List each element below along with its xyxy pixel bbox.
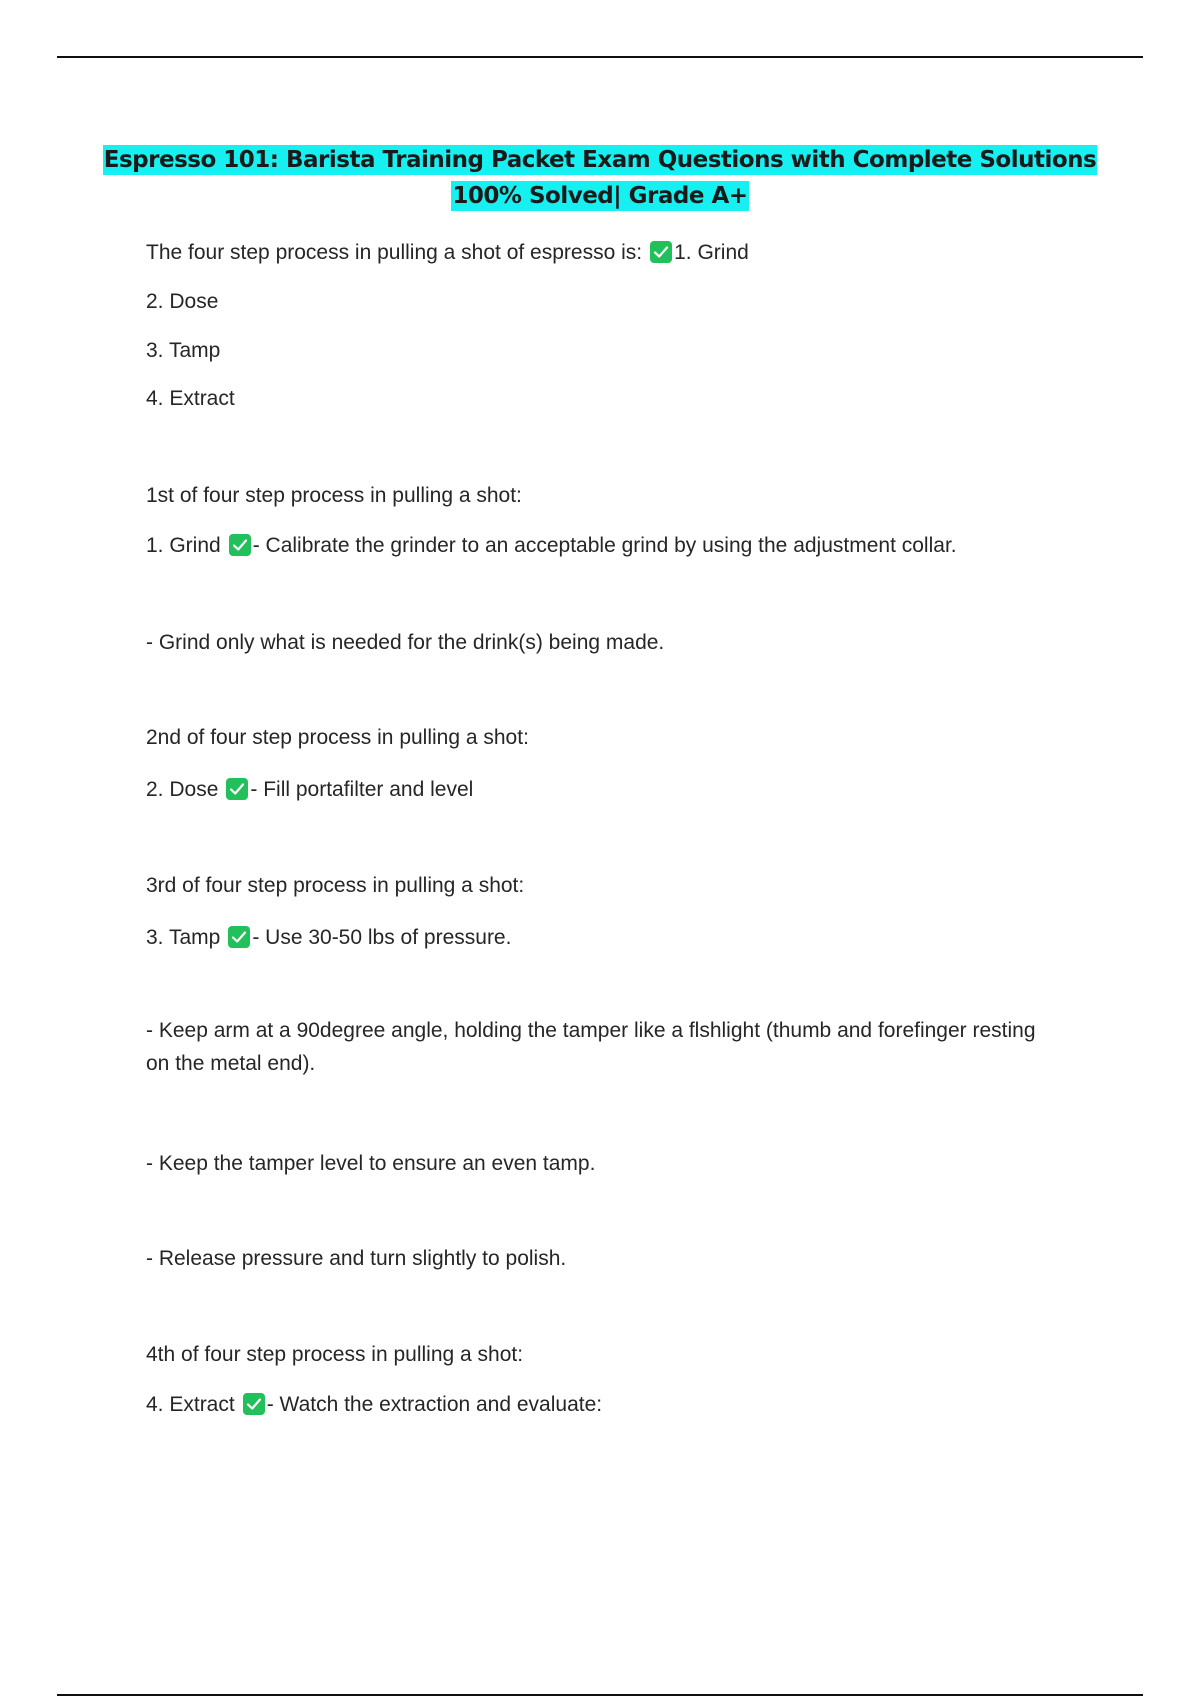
answer-2: [146, 533, 957, 559]
document-title-line2: 100% Solved| Grade A+: [452, 183, 748, 209]
answer-term: 4. Extract: [146, 1393, 235, 1416]
check-mark-icon: [228, 926, 250, 948]
document-title: Espresso 101: Barista Training Packet Exam Questions with Complete Solutions: [103, 147, 1097, 173]
answer-detail: - Keep the tamper level to ensure an even tamp.: [146, 1152, 596, 1175]
answer-5: [146, 1392, 602, 1418]
answer-detail: - Release pressure and turn slightly to polish.: [146, 1247, 567, 1270]
question-3: 2nd of four step process in pulling a shot:: [146, 726, 529, 749]
question-2: 1st of four step process in pulling a shot:: [146, 484, 522, 507]
answer-step: 3. Tamp: [146, 339, 221, 362]
answer-text: - Fill portafilter and level: [250, 778, 474, 801]
question-5: 4th of four step process in pulling a shot:: [146, 1343, 524, 1366]
question-text: The four step process in pulling a shot of espresso is:: [146, 241, 643, 264]
answer-step: 4. Extract: [146, 387, 235, 410]
answer-step: 2. Dose: [146, 290, 219, 313]
answer-text: 1. Grind: [674, 241, 749, 264]
check-mark-icon: [650, 241, 672, 263]
question-1: [146, 240, 749, 266]
footer-rule: [57, 1694, 1143, 1696]
answer-text: - Watch the extraction and evaluate:: [266, 1393, 603, 1416]
answer-detail: - Grind only what is needed for the drink(s) being made.: [146, 631, 665, 654]
answer-3: [146, 777, 473, 803]
check-mark-icon: [243, 1393, 265, 1415]
answer-text: - Use 30-50 lbs of pressure.: [252, 926, 512, 949]
answer-term: 3. Tamp: [146, 926, 221, 949]
question-4: 3rd of four step process in pulling a shot:: [146, 874, 525, 897]
answer-detail: - Keep arm at a 90degree angle, holding the tamper like a flshlight (thumb and forefinger resting on the metal end).: [146, 1019, 1036, 1075]
answer-term: 2. Dose: [146, 778, 219, 801]
answer-text: - Calibrate the grinder to an acceptable grind by using the adjustment collar.: [252, 534, 957, 557]
header-rule: [57, 56, 1143, 58]
check-mark-icon: [229, 534, 251, 556]
check-mark-icon: [226, 778, 248, 800]
answer-term: 1. Grind: [146, 534, 221, 557]
answer-4: [146, 925, 511, 951]
